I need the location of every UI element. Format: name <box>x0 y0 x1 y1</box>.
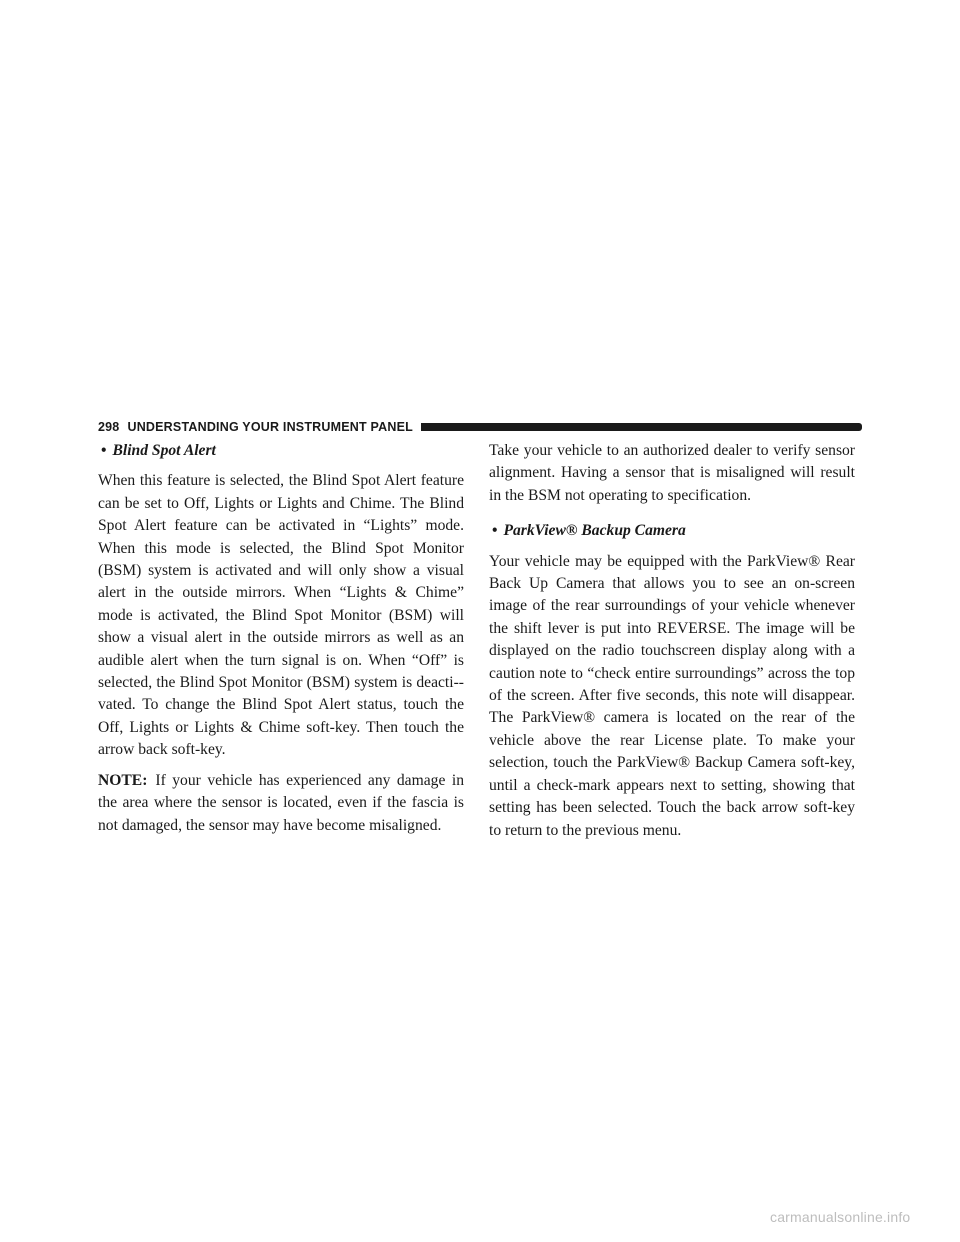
header-rule <box>421 423 862 431</box>
heading-text: Blind Spot Alert <box>112 442 216 459</box>
parkview-paragraph: Your vehicle may be equipped with the ParkView® Rear Back Up Camera that allows you to see an on-screen image of the rear surroundings of your vehicle whenever the shift lever is put into REVERSE. The image will be displayed on the radio touchscreen display along with a caution note to “check entire surroundings” across the top of the screen. After five seconds, this note will disappear. The ParkView® camera is located on the rear of the vehicle above the rear License plate. To make your selection, touch the ParkView® Backup Camera soft-key, until a check-mark appears next to setting, showing that setting has been selected. Touch the back arrow soft-key to return to the previous menu. <box>489 552 855 839</box>
heading-text: ParkView® Backup Camera <box>503 522 686 540</box>
page-number: 298 <box>98 420 120 434</box>
parkview-heading <box>489 520 855 542</box>
blind-spot-alert-paragraph: When this feature is selected, the Blind Spot Alert feature can be set to Off, Lights or Lights and Chime. The Blind Spot Alert feature can be activated in “Lights” mode. When this mode is selected, the Blind Spot Monitor (BSM) system is activated and will only show a visual alert in the outside mirrors. When “Lights & Chime” mode is activated, the Blind Spot Monitor (BSM) will show a visual alert in the outside mirrors as well as an audible alert when the turn signal is on. When “Off” is selected, the Blind Spot Monitor (BSM) system is deacti-vated. To change the Blind Spot Alert status, touch the Off, Lights or Lights & Chime soft-key. Then touch the arrow back soft-key. <box>98 472 464 759</box>
left-column <box>98 440 464 837</box>
page-header <box>98 418 862 436</box>
note-continued-paragraph: Take your vehicle to an authorized dealer to verify sensor alignment. Having a sensor that is misaligned will result in the BSM not operating to specification. <box>489 442 855 504</box>
bullet-icon: • <box>101 442 107 459</box>
note-paragraph <box>98 770 464 837</box>
bullet-icon: • <box>492 522 498 540</box>
blind-spot-alert-heading <box>98 440 464 462</box>
note-text: If your vehicle has experienced any damage in the area where the sensor is located, even if the fascia is not damaged, the sensor may have become misaligned. <box>98 771 464 834</box>
site-watermark: carmanualsonline.info <box>770 1209 911 1225</box>
section-title: UNDERSTANDING YOUR INSTRUMENT PANEL <box>127 420 413 434</box>
right-column <box>489 440 855 842</box>
note-label: NOTE: <box>98 771 148 789</box>
